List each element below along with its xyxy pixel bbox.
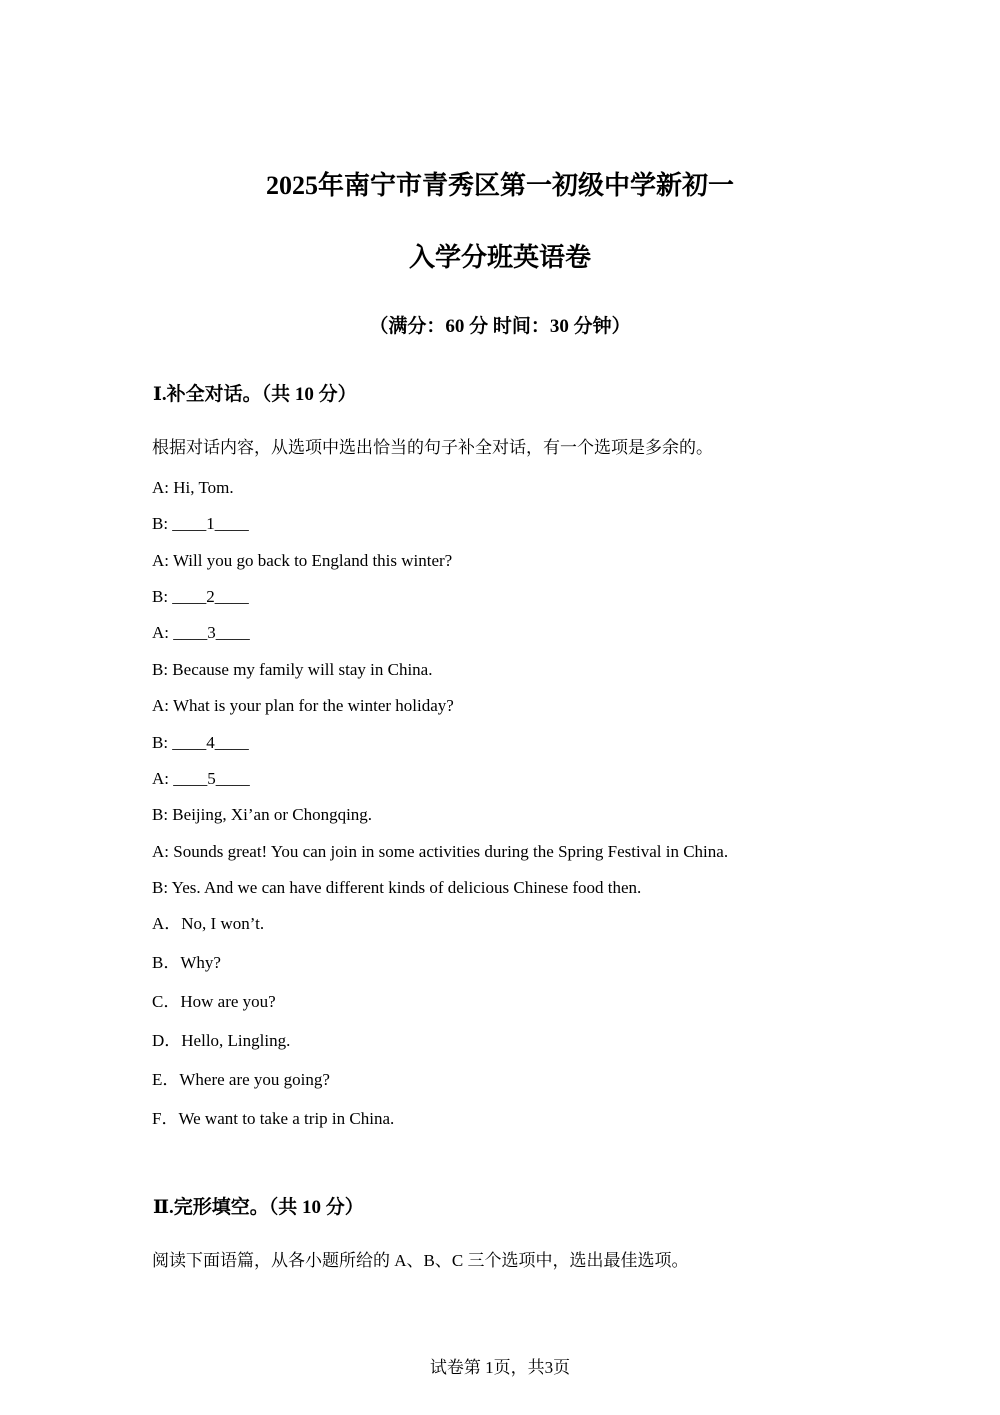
dialogue-line: A: Hi, Tom. [152, 478, 234, 497]
dialogue-line: B: Yes. And we can have different kinds of delicious Chinese food then. [152, 878, 642, 897]
dialogue-line: B: ____1____ [152, 514, 249, 533]
option-item: E．Where are you going? [152, 1070, 330, 1089]
dialogue-line: A: What is your plan for the winter holiday? [152, 696, 454, 715]
exam-title-line2: 入学分班英语卷 [408, 243, 591, 272]
dialogue-line: B: Because my family will stay in China. [152, 660, 433, 679]
option-item: A．No, I won’t. [152, 914, 265, 933]
option-item: D．Hello, Lingling. [152, 1031, 291, 1050]
dialogue-line: B: ____2____ [152, 587, 249, 606]
exam-title-line1: 2025年南宁市青秀区第一初级中学新初一 [265, 171, 734, 200]
dialogue-line: B: ____4____ [152, 733, 249, 752]
option-item: B．Why? [152, 953, 221, 972]
option-item: C．How are you? [152, 992, 276, 1011]
score-info: （满分：60 分 时间：30 分钟） [369, 316, 631, 337]
dialogue-line: A: Will you go back to England this winter? [152, 551, 453, 570]
dialogue-line: A: ____3____ [152, 623, 250, 642]
section1-heading: Ⅰ.补全对话。（共 10 分） [153, 384, 357, 405]
dialogue-line: A: Sounds great! You can join in some activities during the Spring Festival in China. [152, 842, 729, 861]
section2-heading: Ⅱ.完形填空。（共 10 分） [153, 1197, 364, 1218]
dialogue-line: B: Beijing, Xi’an or Chongqing. [152, 805, 373, 824]
dialogue-line: A: ____5____ [152, 769, 250, 788]
page-footer: 试卷第 1页，共3页 [429, 1358, 571, 1377]
section1-instruction: 根据对话内容，从选项中选出恰当的句子补全对话，有一个选项是多余的。 [152, 438, 713, 457]
section2-instruction: 阅读下面语篇，从各小题所给的 A、B、C 三个选项中，选出最佳选项。 [152, 1251, 689, 1270]
option-item: F．We want to take a trip in China. [152, 1109, 395, 1128]
